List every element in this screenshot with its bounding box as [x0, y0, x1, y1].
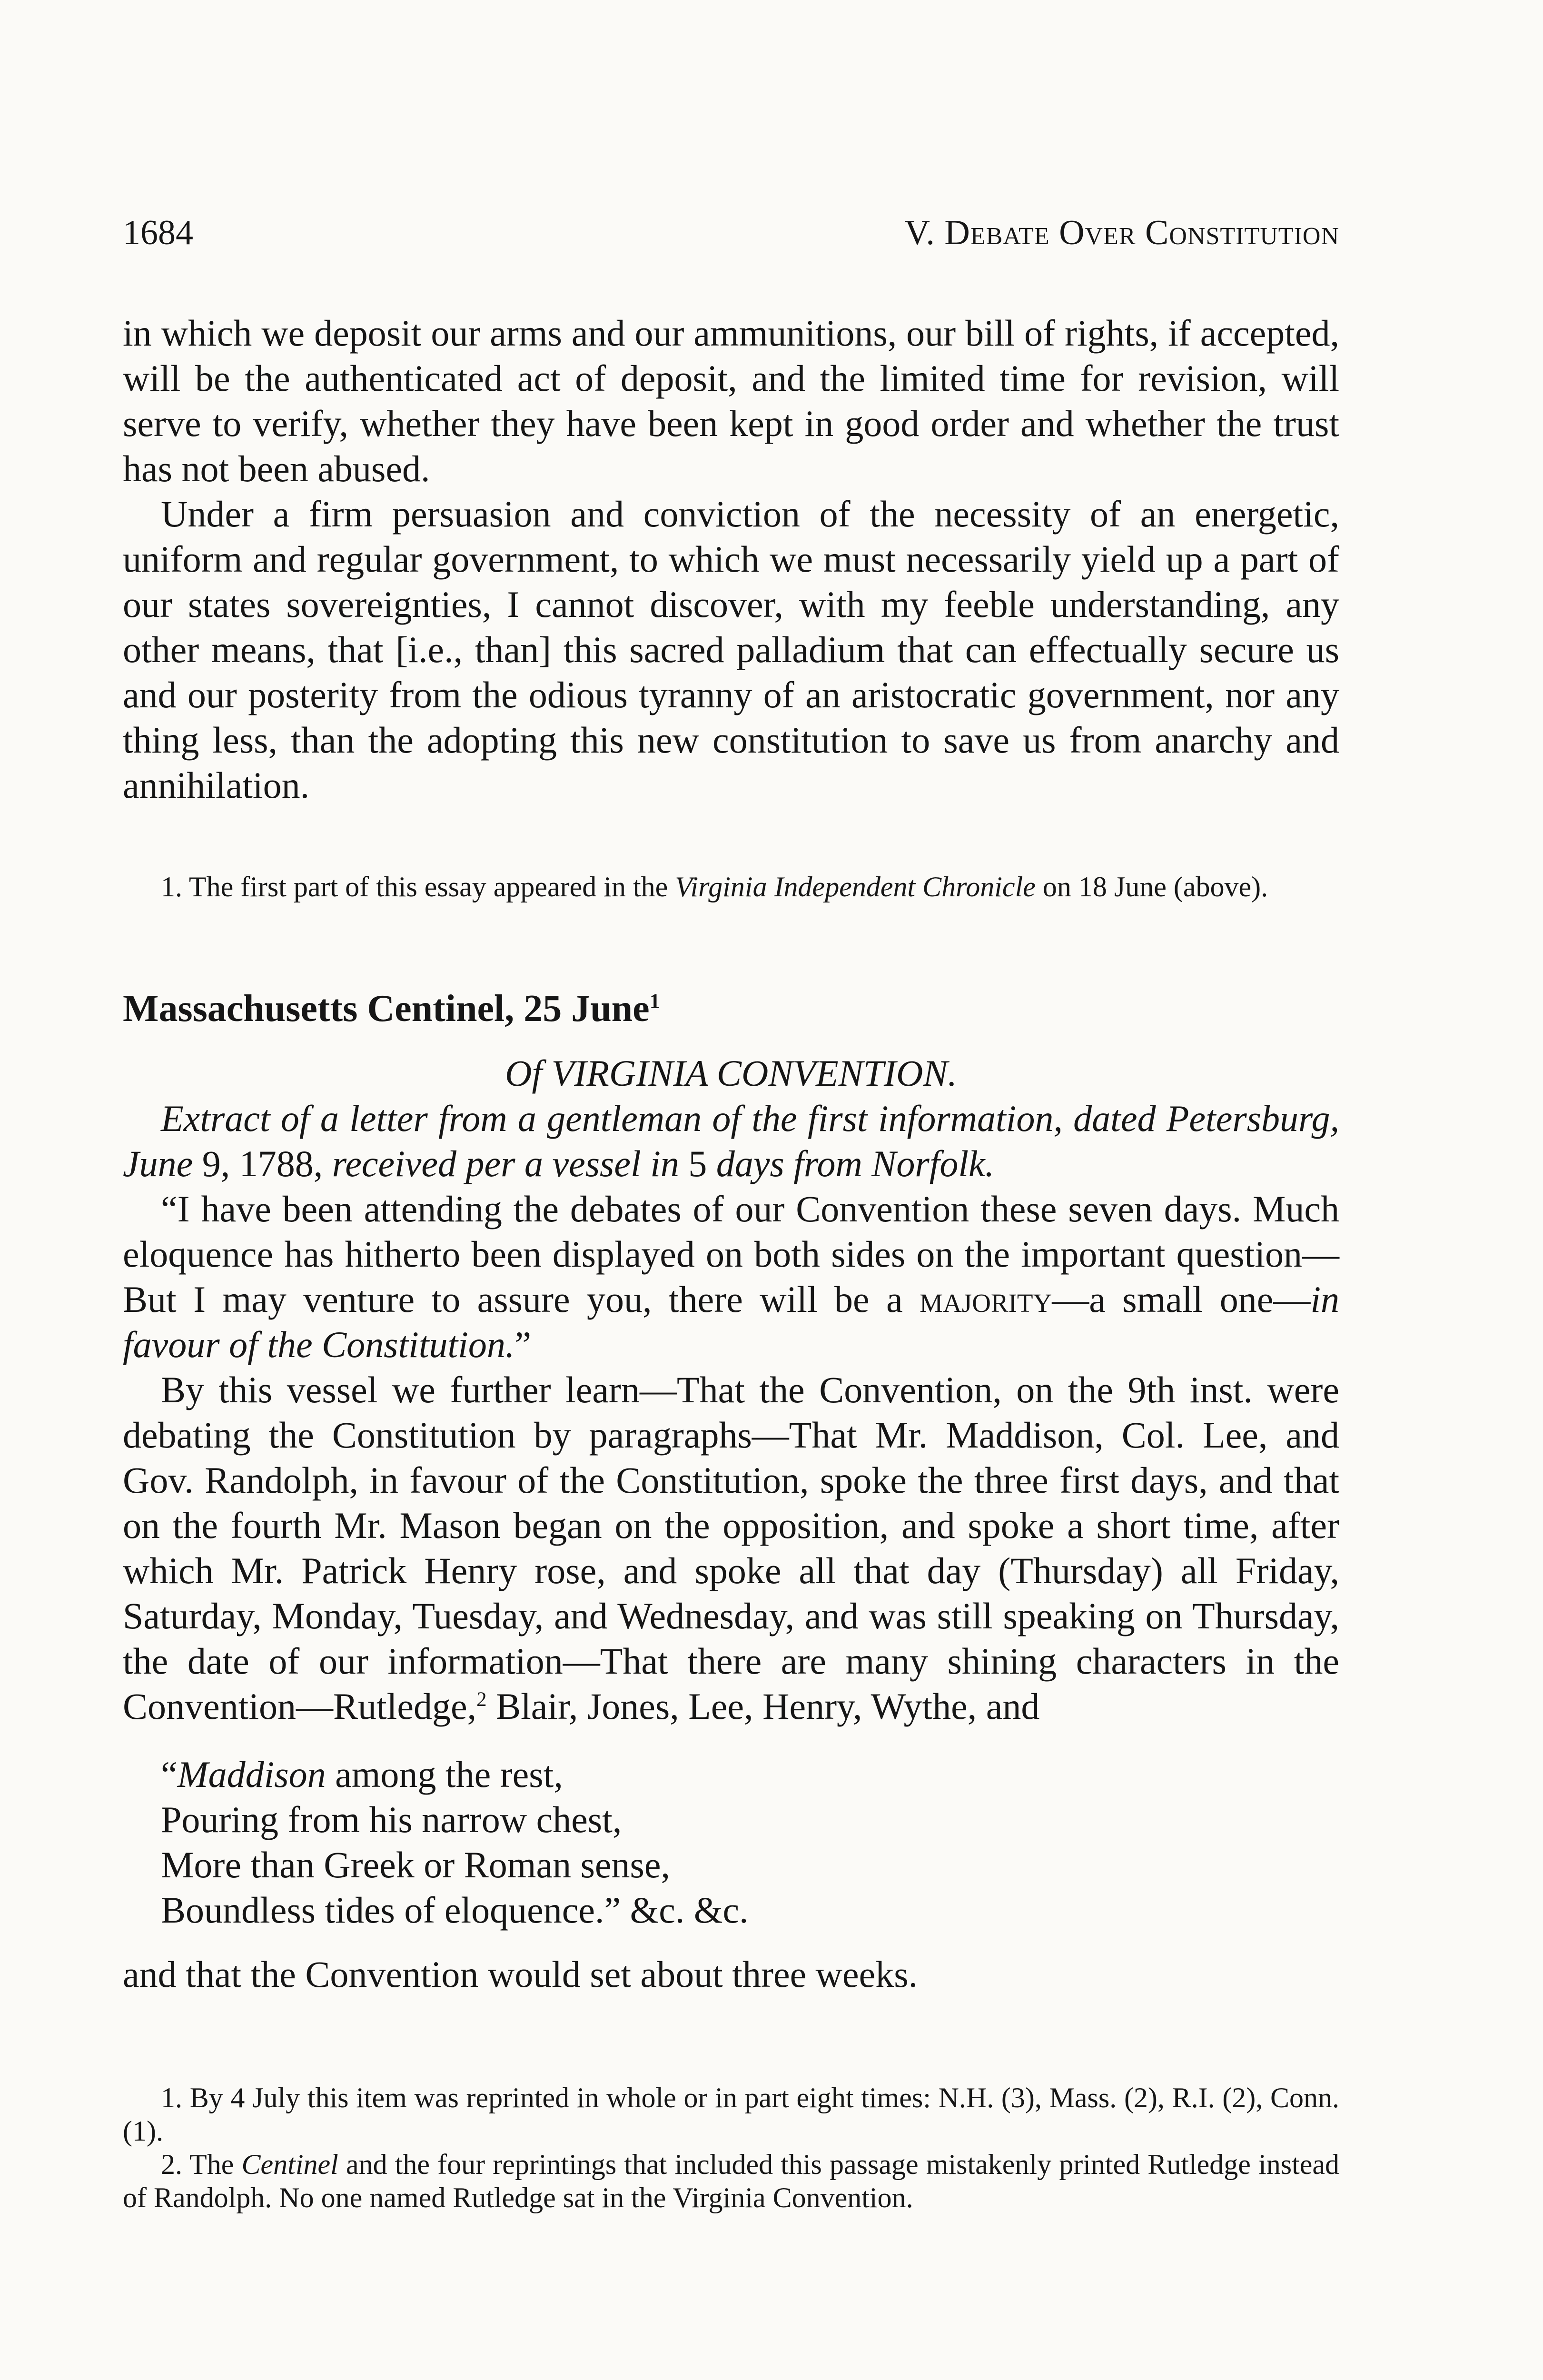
paragraph: in which we deposit our arms and our ammunitions, our bill of rights, if accepted, will be the authenticated act of deposit, and the limited time for revision, will serve to verify, whether they have been kept in good order and whether the trust has not been abused. [123, 312, 1339, 489]
verse-line: “Maddison among the rest, [161, 1754, 563, 1795]
footnotes-section2 [123, 2081, 1339, 2214]
paragraph: By this vessel we further learn—That the Convention, on the 9th inst. were debating the Constitution by paragraphs—That Mr. Maddison, Col. Lee, and Gov. Randolph, in favour of the Constitution, spoke the three first days, and that on the fourth Mr. Mason began on the opposition, and spoke a short time, after which Mr. Patrick Henry rose, and spoke all that day (Thursday) all Friday, Saturday, Monday, Tuesday, and Wednesday, and was still speaking on Thursday, the date of our information—That there are many shining characters in the Convention—Rutledge,$^2$ Blair, Jones, Lee, Henry, Wythe, and [123, 1369, 1339, 1727]
footnote: 1. By 4 July this item was reprinted in whole or in part eight times: N.H. (3), Mass. (2), R.I. (2), Conn. (1). [123, 2082, 1339, 2147]
page-header [123, 215, 1339, 250]
item-heading: Massachusetts Centinel, 25 June$^1$ [123, 988, 660, 1030]
footnote: 1. The first part of this essay appeared in the Virginia Independent Chronicle on 18 June (above). [161, 871, 1268, 902]
verse-line: More than Greek or Roman sense, [161, 1844, 671, 1885]
running-title: V. Debate Over Constitution [904, 213, 1339, 252]
closing-line: and that the Convention would set about three weeks. [123, 1954, 918, 1995]
paragraph: Under a firm persuasion and conviction of the necessity of an energetic, uniform and regular government, to which we must necessarily yield up a part of our states sovereignties, I cannot discover, with my feeble understanding, any other means, that [i.e., than] this sacred palladium that can effectually secure us and our posterity from the odious tyranny of an aristocratic government, nor any thing less, than the adopting this new constitution to save us from anarchy and annihilation. [123, 493, 1339, 806]
footnote-section1 [123, 870, 1339, 903]
page-number: 1684 [123, 213, 193, 252]
verse-line: Pouring from his narrow chest, [161, 1799, 622, 1840]
newspaper-item [123, 986, 1339, 1997]
letter-quote: “I have been attending the debates of our Convention these seven days. Much eloquence has hitherto been displayed on both sides on the important question—But I may venture to assure you, there will be a majority—a small one—in favour of the Constitution.” [123, 1188, 1339, 1365]
verse-line: Boundless tides of eloquence.” &c. &c. [161, 1889, 749, 1931]
footnote: 2. The Centinel and the four reprintings that included this passage mistakenly printed Rutledge instead of Randolph. No one named Rutledge sat in the Virginia Convention. [123, 2149, 1340, 2213]
item-subtitle: Of VIRGINIA CONVENTION. [505, 1052, 957, 1094]
extract-line: Extract of a letter from a gentleman of the first information, dated Petersburg, June 9, 1788, received per a vessel in 5 days from Norfolk. [123, 1098, 1339, 1184]
verse-block [123, 1752, 1339, 1933]
essay-continuation [123, 310, 1339, 808]
